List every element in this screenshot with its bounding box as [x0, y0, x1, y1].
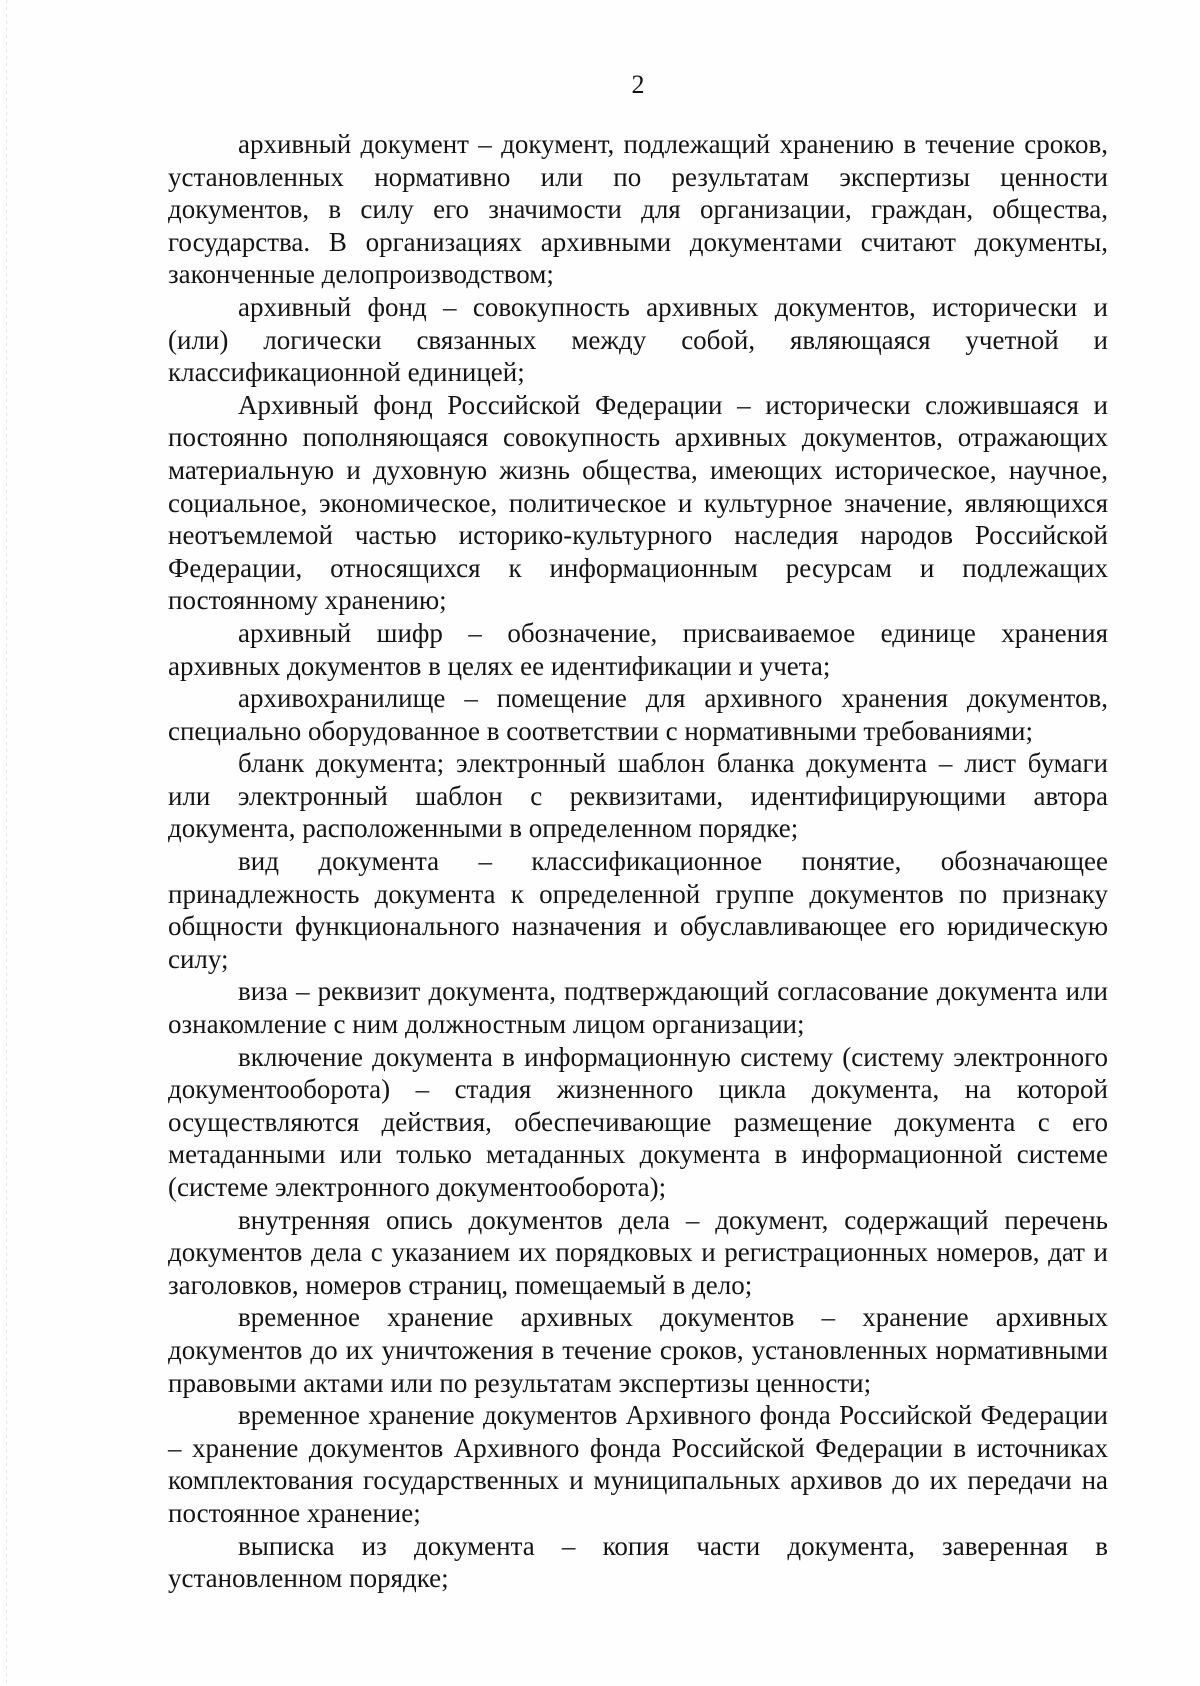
page-number: 2 [631, 70, 645, 99]
definition-paragraph: включение документа в информационную систему (систему электронного документооборота) – стадия жизненного цикла документа, на которой осуществляются действия, обеспечивающие размещение документа с его метаданными или только метаданных документа в информационной системе (системе электронного документооборота); [168, 1041, 1108, 1202]
definition-paragraph: виза – реквизит документа, подтверждающий согласование документа или ознакомление с ним должностным лицом организации; [168, 976, 1108, 1040]
definition-paragraph: вид документа – классификационное понятие, обозначающее принадлежность документа к определенной группе документов по признаку общности функционального назначения и обуславливающее его юридическую силу; [168, 846, 1108, 974]
definition-paragraph: временное хранение документов Архивного фонда Российской Федерации – хранение документов Архивного фонда Российской Федерации в источниках комплектования государственных и муниципальных архивов до их передачи на постоянное хранение; [168, 1400, 1108, 1528]
definition-paragraph: временное хранение архивных документов – хранение архивных документов до их уничтожения в течение сроков, установленных нормативными правовыми актами или по результатам экспертизы ценности; [168, 1302, 1108, 1398]
document-body [168, 128, 1108, 1595]
definition-paragraph: архивохранилище – помещение для архивного хранения документов, специально оборудованное в соответствии с нормативными требованиями; [168, 683, 1108, 746]
definition-paragraph: бланк документа; электронный шаблон бланка документа – лист бумаги или электронный шаблон с реквизитами, идентифицирующими автора документа, расположенными в определенном порядке; [168, 748, 1108, 844]
definition-paragraph: архивный документ – документ, подлежащий хранению в течение сроков, установленных нормативно или по результатам экспертизы ценности документов, в силу его значимости для организации, граждан, общества, государства. В организациях архивными документами считают документы, законченные делопроизводством; [168, 129, 1108, 290]
definition-paragraph: Архивный фонд Российской Федерации – исторически сложившаяся и постоянно пополняющаяся совокупность архивных документов, отражающих материальную и духовную жизнь общества, имеющих историческое, научное, социальное, экономическое, политическое и культурное значение, являющихся неотъемлемой частью историко-культурного наследия народов Российской Федерации, относящихся к информационным ресурсам и подлежащих постоянному хранению; [168, 389, 1108, 616]
definition-paragraph: архивный шифр – обозначение, присваиваемое единице хранения архивных документов в целях ее идентификации и учета; [168, 617, 1108, 681]
definition-paragraph: архивный фонд – совокупность архивных документов, исторически и (или) логически связанных между собой, являющаяся учетной и классификационной единицей; [168, 291, 1108, 388]
definition-paragraph: внутренняя опись документов дела – документ, содержащий перечень документов дела с указанием их порядковых и регистрационных номеров, дат и заголовков, номеров страниц, помещаемый в дело; [168, 1204, 1108, 1300]
definition-paragraph: выписка из документа – копия части документа, заверенная в установленном порядке; [168, 1530, 1108, 1594]
scan-edge-artifact [6, 0, 7, 1686]
